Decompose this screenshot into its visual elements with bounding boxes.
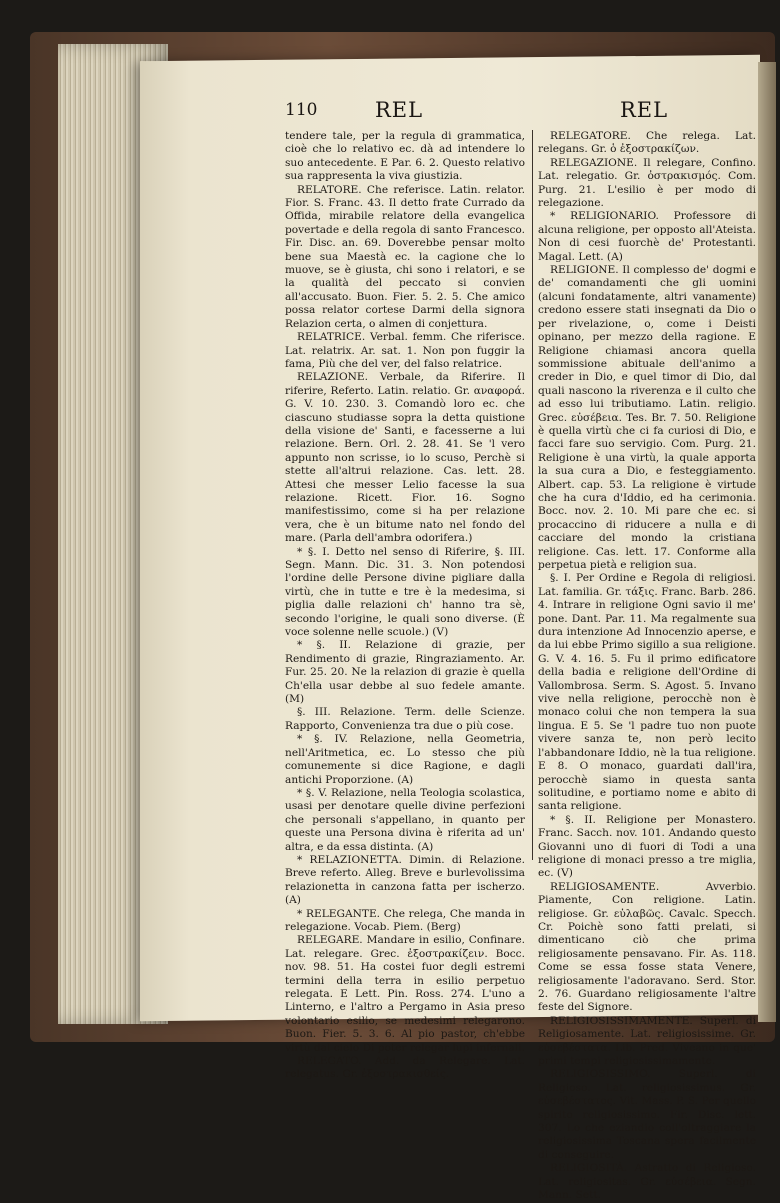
- entry-paragraph: RELIGIOSISSIMAMENTE. Superl. di Religiosamente. Lat. religiosissime. Gr. εὐσεβέστατα. Lib. Pred. Viveano in que' primi tempi religiosissimamente.: [538, 1014, 756, 1068]
- right-column: [538, 130, 756, 1203]
- entry-paragraph: RELEGATO. Add. da Relegare. Lat. relegatus. Gr. ἐξοστρακισθείς.: [285, 1055, 525, 1081]
- entry-paragraph: * RELIGIONARIO. Professore di alcuna religione, per opposto all'Ateista. Non di cesi fuorchè de' Protestanti. Magal. Lett. (A): [538, 210, 756, 263]
- entry-paragraph: RELIGIOSITÀ. Astratto di Religioso. Lat. religiositas. Gr. εὐσέβεια. Segn. Mann. Sett.: [538, 1162, 756, 1202]
- facing-page-edge: [758, 62, 776, 1022]
- entry-paragraph: RELATRICE. Verbal. femm. Che riferisce. Lat. relatrix. Ar. sat. 1. Non pon fuggir la fama, Più che del ver, del falso relatrice.: [285, 331, 525, 370]
- entry-paragraph: * §. II. Religione per Monastero. Franc. Sacch. nov. 101. Andando questo Giovanni uno di fuori di Todi a una religione di monaci presso a tre miglia, ec. (V): [538, 813, 756, 880]
- page-number: 110: [285, 100, 318, 120]
- entry-paragraph: * RELEGANTE. Che relega, Che manda in relegazione. Vocab. Piem. (Berg): [285, 907, 525, 933]
- entry-paragraph: * §. IV. Relazione, nella Geometria, nell'Aritmetica, ec. Lo stesso che più comunemente si dice Ragione, e dagli antichi Proporzione. (A): [285, 733, 525, 786]
- entry-paragraph: RELEGARE. Mandare in esilio, Confinare. Lat. relegare. Grec. ἐξοστρακίζειν. Bocc. nov. 98. 51. Ha costei fuor degli estremi termini della terra in esilio perpetuo relegata. E Lett. Pin. Ross. 274. L'uno a Linterno, e l'altro a Pergamo in Asia preso volontario esilio, se medesimi relegarono. Buon. Fier. 5. 3. 6. Al pio pastor, ch'ebbe virtù dal cielo Di poter relegar lupi infernali.: [285, 934, 525, 1054]
- entry-paragraph: §. I. Per Ordine e Regola di religiosi. Lat. familia. Gr. τάξις. Franc. Barb. 286. 4. Intrare in religione Ogni savio il me' pone. Dant. Par. 11. Ma regalmente sua dura intenzione Ad Innocenzio aperse, e da lui ebbe Primo sigillo a sua religione. G. V. 4. 16. 5. Fu il primo edificatore della badia e religione dell'Ordine di Vallombrosa. Serm. S. Agost. 5. Invano vive nella religione, perocchè non è monaco colui che non tempera la sua lingua. E 5. Se 'l padre tuo non puote vivere sanza te, non però lecito l'abbandonare Iddio, nè la tua religione. E 8. O monaco, guardati dall'ira, perocchè siamo in questa santa solitudine, e portiamo nome e abito di santa religione.: [538, 572, 756, 813]
- entry-paragraph: RELEGATORE. Che relega. Lat. relegans. Gr. ὁ ἐξοστρακίζων.: [538, 130, 756, 156]
- entry-paragraph: RELIGIONE. Il complesso de' dogmi e de' comandamenti che gli uomini (alcuni fondatamente, altri vanamente) credono essere stati insegnati da Dio o per rivelazione, o, come i Deisti opinano, per mezzo della ragione. E Religione chiamasi ancora quella sommissione abituale dell'animo a creder in Dio, e quel timor di Dio, dal quali nascono la riverenza e il culto che ad esso lui tributiamo. Latin. religio. Grec. εὐσέβεια. Tes. Br. 7. 50. Religione è quella virtù che ci fa curiosi di Dio, e facci fare suo servigio. Com. Purg. 21. Religione è una virtù, la quale apporta la sua cura a Dio, e festeggiamento. Albert. cap. 53. La religione è virtude che ha cura d'Iddio, ed ha cerimonia. Bocc. nov. 2. 10. Mi pare che ec. si procaccino di riducere a nulla e di cacciare del mondo la cristiana religione. Cas. lett. 17. Conforme alla perpetua pietà e religion sua.: [538, 264, 756, 571]
- entry-paragraph: RELIGIOSAMENTE. Avverbio. Piamente, Con religione. Latin. religiose. Gr. εὐλαβῶς. Cavalc. Specch. Cr. Poichè sono fatti prelati, si dimenticano ciò che prima religiosamente pensavano. Fir. As. 118. Come se essa fosse stata Venere, religiosamente l'adoravano. Serd. Stor. 2. 76. Guardano religiosamente l'altre feste del Signore.: [538, 880, 756, 1014]
- entry-paragraph: tendere tale, per la regula di grammatica, cioè che lo relativo ec. dà ad intendere lo suo antecedente. E Par. 6. 2. Questo relativo sua rappresenta la viva giustizia.: [285, 130, 525, 183]
- entry-paragraph: §. III. Relazione. Term. delle Scienze. Rapporto, Convenienza tra due o più cose.: [285, 706, 525, 732]
- entry-paragraph: * §. I. Detto nel senso di Riferire, §. III. Segn. Mann. Dic. 31. 3. Non potendosi l'ordine delle Persone divine pigliare dalla virtù, che in tutte e tre è la medesima, si piglia dalle relazioni ch' hanno tra sè, secondo l'origine, le quali sono diverse. (È voce solenne nelle scuole.) (V): [285, 545, 525, 639]
- entry-paragraph: RELIGIOSISSIMO. Superl. di Religioso. Lat. religiosissimus. Gr. εὐσεβέστατος. Vit. Mass. P. S. Per quello spirito religiosissimo. Fir. Disc. lett. 307. Lo che eziandio coll'oltraggiare la religiosissima Toscana spera facilmente di conseguire.: [538, 1068, 756, 1161]
- column-divider: [532, 130, 533, 860]
- entry-paragraph: RELATORE. Che referisce. Latin. relator. Fior. S. Franc. 43. Il detto frate Currado da Offida, mirabile relatore della evangelica povertade e della regola di santo Francesco. Fir. Disc. an. 69. Doverebbe pensar molto bene sua Maestà ec. la cagione che lo muove, se è giusta, chi sono i relatori, e se la qualità del peccato si convien all'accusato. Buon. Fier. 5. 2. 5. Che amico possa relator cortese Darmi della signora Relazion certa, o almen di conjettura.: [285, 183, 525, 330]
- running-head-left: REL: [375, 98, 424, 122]
- running-header: [285, 100, 690, 130]
- running-head-right: REL: [620, 98, 669, 122]
- entry-paragraph: * RELAZIONETTA. Dimin. di Relazione. Breve referto. Alleg. Breve e burlevolissima relazionetta in canzona fatta per ischerzo. (A): [285, 853, 525, 907]
- entry-paragraph: * §. II. Relazione di grazie, per Rendimento di grazie, Ringraziamento. Ar. Fur. 25. 20. Ne la relazion di grazie è quella Ch'ella usar debbe al suo fedele amante. (M): [285, 639, 525, 706]
- entry-paragraph: RELEGAZIONE. Il relegare, Confino. Lat. relegatio. Gr. ὀστρακισμός. Com. Purg. 21. L'esilio è per modo di relegazione.: [538, 156, 756, 210]
- entry-paragraph: RELAZIONE. Verbale, da Riferire. Il riferire, Referto. Latin. relatio. Gr. αναφορά. G. V. 10. 230. 3. Comandò loro ec. che ciascuno studiasse sopra la detta quistione della visione de' Santi, e facesserne a lui relazione. Bern. Orl. 2. 28. 41. Se 'l vero appunto non scrisse, io lo scuso, Perchè si stette all'altrui relazione. Cas. lett. 28. Attesi che messer Lelio facesse la sua relazione. Ricett. Fior. 16. Sogno manifestissimo, come si ha per relazione vera, che è un bitume nato nel fondo del mare. (Parla dell'ambra odorifera.): [285, 371, 525, 545]
- entry-paragraph: * §. V. Relazione, nella Teologia scolastica, usasi per denotare quelle divine perfezioni che personali s'appellano, in quanto per queste una Persona divina è riferita ad un' altra, e da essa distinta. (A): [285, 786, 525, 853]
- left-column: [285, 130, 525, 1082]
